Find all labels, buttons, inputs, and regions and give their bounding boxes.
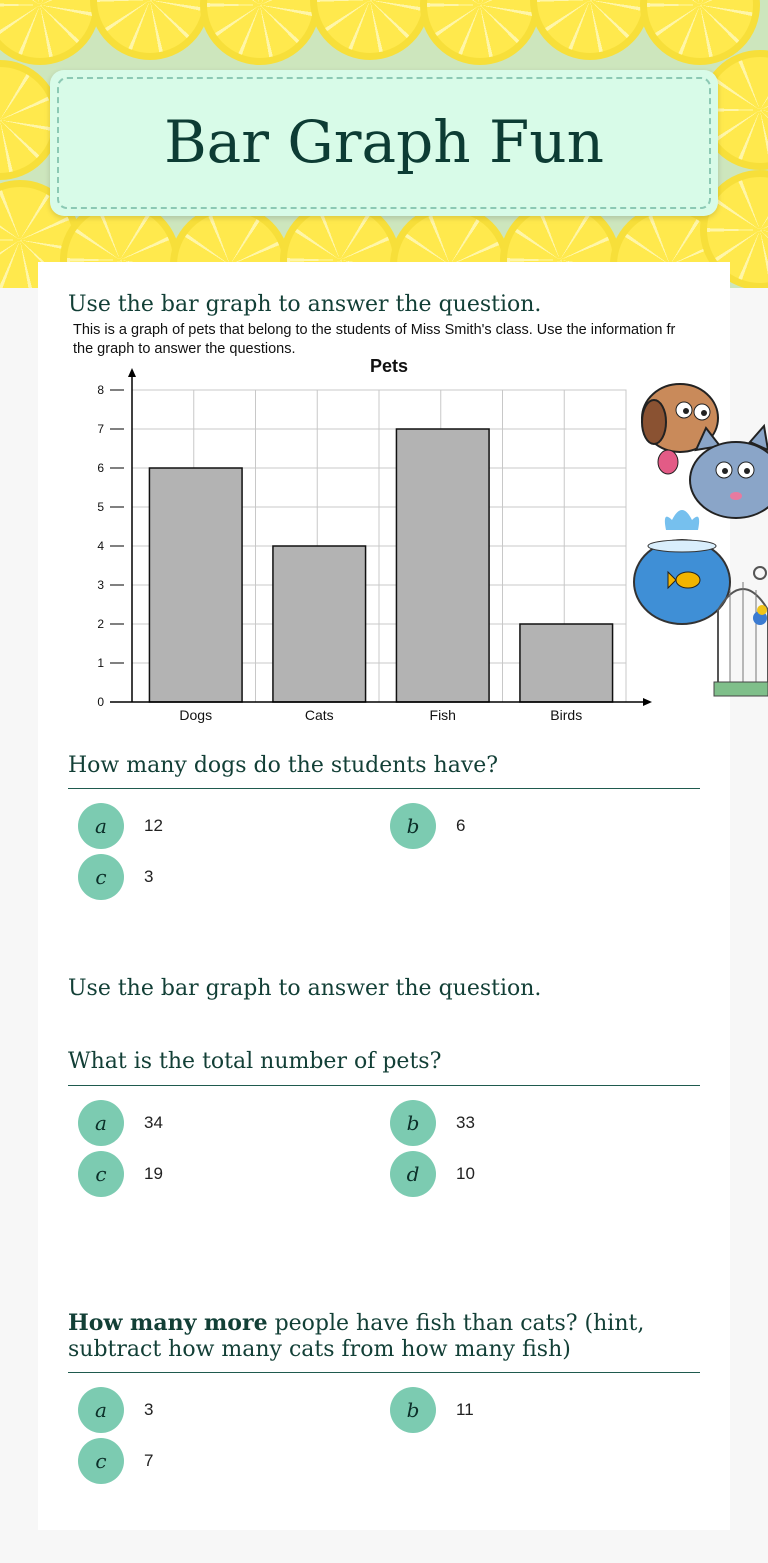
question-3-prompt xyxy=(68,1310,644,1363)
option-value: 7 xyxy=(144,1451,154,1470)
option-letter-badge: d xyxy=(390,1151,436,1197)
bar-fish xyxy=(396,429,489,702)
bar-dogs xyxy=(149,468,242,702)
question-1-prompt: How many dogs do the students have? xyxy=(68,753,499,778)
q2-option-a[interactable] xyxy=(78,1100,163,1146)
y-tick-label: 5 xyxy=(97,500,104,514)
title-card xyxy=(50,70,718,216)
question-3-prompt-line2: subtract how many cats from how many fish) xyxy=(68,1337,571,1362)
x-tick-label: Dogs xyxy=(179,707,213,723)
q1-option-c[interactable] xyxy=(78,854,153,900)
q3-option-b[interactable] xyxy=(390,1387,474,1433)
q2-option-b[interactable] xyxy=(390,1100,475,1146)
y-tick-label: 2 xyxy=(97,617,104,631)
y-axis-arrow xyxy=(128,368,136,377)
q1-option-b[interactable] xyxy=(390,803,465,849)
pets-clipart xyxy=(632,370,768,710)
option-value: 33 xyxy=(456,1113,475,1132)
y-tick-label: 0 xyxy=(97,695,104,709)
y-tick-label: 8 xyxy=(97,383,104,397)
chart-bars xyxy=(149,429,612,702)
option-value: 12 xyxy=(144,816,163,835)
q3-option-a[interactable] xyxy=(78,1387,153,1433)
option-value: 11 xyxy=(456,1400,474,1419)
question-3-prompt-rest: people have fish than cats? (hint, xyxy=(267,1311,645,1336)
option-letter-badge: b xyxy=(390,1100,436,1146)
option-letter-badge: a xyxy=(78,1100,124,1146)
option-value: 10 xyxy=(456,1164,475,1183)
option-letter-badge: a xyxy=(78,803,124,849)
x-tick-label: Birds xyxy=(550,707,583,723)
q2-option-d[interactable] xyxy=(390,1151,475,1197)
option-letter-badge: c xyxy=(78,1151,124,1197)
y-tick-label: 3 xyxy=(97,578,104,592)
page-title: Bar Graph Fun xyxy=(164,108,604,176)
option-letter-badge: c xyxy=(78,1438,124,1484)
bar-cats xyxy=(273,546,366,702)
fishbowl-icon xyxy=(634,510,730,624)
option-value: 3 xyxy=(144,867,154,886)
q2-option-c[interactable] xyxy=(78,1151,163,1197)
q3-option-c[interactable] xyxy=(78,1438,153,1484)
x-tick-label: Cats xyxy=(304,707,334,723)
y-tick-label: 1 xyxy=(97,656,104,670)
question-1-divider xyxy=(68,788,700,789)
y-tick-label: 7 xyxy=(97,422,104,436)
option-letter-badge: c xyxy=(78,854,124,900)
bar-birds xyxy=(520,624,613,702)
option-value: 3 xyxy=(144,1400,154,1419)
option-value: 6 xyxy=(456,816,466,835)
option-letter-badge: b xyxy=(390,1387,436,1433)
question-3-prompt-bold: How many more xyxy=(68,1310,268,1336)
option-letter-badge: b xyxy=(390,803,436,849)
question-2-heading: Use the bar graph to answer the question. xyxy=(68,976,542,1001)
y-tick-label: 4 xyxy=(97,539,104,553)
question-2-prompt: What is the total number of pets? xyxy=(68,1049,442,1074)
pets-bar-chart xyxy=(60,350,660,730)
cat-icon xyxy=(690,426,768,518)
instructions-line-2: the graph to answer the questions. xyxy=(73,341,296,357)
question-1-heading: Use the bar graph to answer the question. xyxy=(68,292,542,317)
q1-option-a[interactable] xyxy=(78,803,163,849)
header-banner xyxy=(0,0,768,288)
y-tick-label: 6 xyxy=(97,461,104,475)
chart-title: Pets xyxy=(369,356,409,376)
question-2-divider xyxy=(68,1085,700,1086)
option-letter-badge: a xyxy=(78,1387,124,1433)
chart-y-ticks xyxy=(97,383,124,709)
question-3-divider xyxy=(68,1372,700,1373)
option-value: 34 xyxy=(144,1113,163,1132)
instructions-line-1: This is a graph of pets that belong to the students of Miss Smith's class. Use the information fr xyxy=(73,322,676,338)
chart-x-ticks xyxy=(179,707,582,723)
option-value: 19 xyxy=(144,1164,163,1183)
x-tick-label: Fish xyxy=(429,707,456,723)
